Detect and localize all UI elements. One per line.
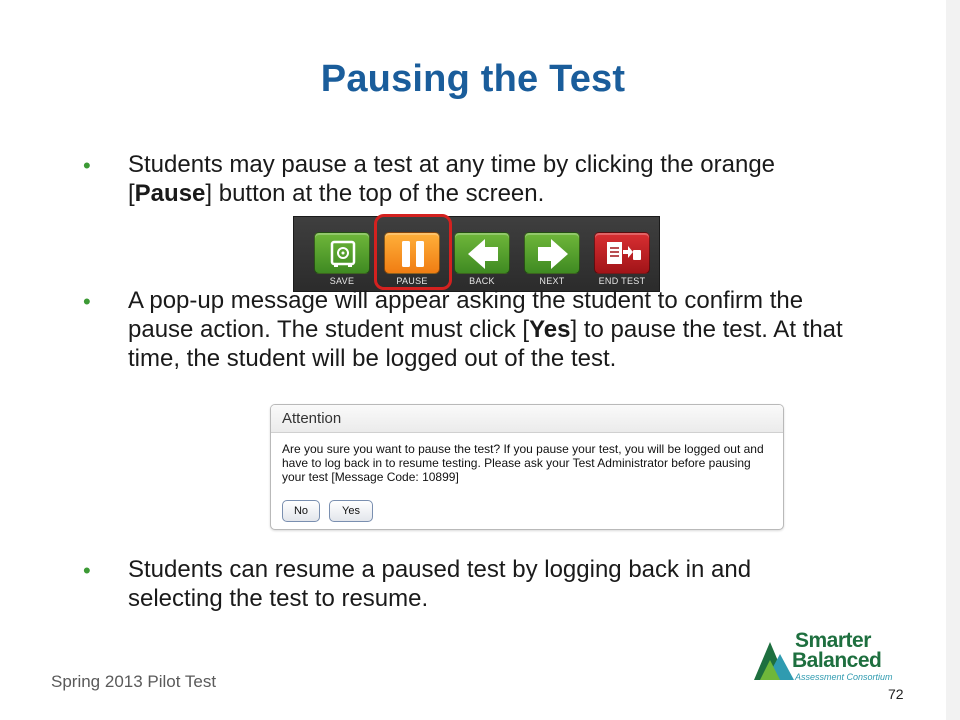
slide-title: Pausing the Test	[320, 58, 626, 100]
logo-word-balanced: Balanced	[792, 649, 882, 672]
save-button[interactable]	[314, 232, 370, 292]
attention-dialog	[270, 404, 784, 530]
dialog-title: Attention	[271, 405, 783, 433]
bullet-point: •	[83, 153, 91, 178]
back-button[interactable]	[454, 232, 510, 292]
bullet-pause-instruction	[83, 150, 848, 208]
dialog-message: Are you sure you want to pause the test? If you pause your test, you will be logged out and have to log back in to resume testing. Please ask your Test Administrator before pausing your test [Message Code: 10899]	[282, 442, 764, 484]
logo-mountains-icon	[752, 634, 796, 684]
pause-highlight-ring	[374, 214, 452, 290]
bullet-bold-text: Yes	[529, 316, 571, 343]
back-label: BACK	[469, 276, 495, 286]
footer-caption: Spring 2013 Pilot Test	[51, 672, 217, 691]
end-test-label: END TEST	[598, 276, 646, 286]
page-number: 72	[888, 686, 904, 702]
bullet-point: •	[83, 289, 91, 314]
bullet-text: A pop-up message will appear asking the student to confirm the pause action. The student must click [	[128, 287, 804, 343]
logo-tagline: Assessment Consortium	[795, 672, 893, 682]
test-toolbar	[293, 216, 660, 292]
next-button[interactable]	[524, 232, 580, 292]
bullet-bold-text: Pause	[134, 180, 206, 207]
bullet-popup-confirmation	[83, 286, 848, 373]
bullet-text: ] to pause the test. At that time, the student will be logged out of the test.	[128, 316, 843, 372]
bullet-resume-test	[83, 555, 848, 613]
save-label: SAVE	[329, 276, 355, 286]
bullet-text: Students may pause a test at any time by clicking the orange [	[128, 151, 776, 207]
safe-icon	[314, 232, 370, 274]
yes-button[interactable]: Yes	[329, 500, 373, 522]
arrow-right-icon	[524, 232, 580, 274]
bullet-text: Students can resume a paused test by logging back in and selecting the test to resume.	[128, 556, 752, 612]
logo-word-smarter: Smarter	[795, 629, 871, 652]
bullet-text: ] button at the top of the screen.	[205, 180, 545, 207]
smarter-balanced-logo	[752, 630, 912, 686]
end-test-icon	[594, 232, 650, 274]
no-button[interactable]: No	[282, 500, 320, 522]
next-label: NEXT	[539, 276, 565, 286]
bullet-point: •	[83, 558, 91, 583]
end-test-button[interactable]	[594, 232, 650, 292]
arrow-left-icon	[454, 232, 510, 274]
slide-edge-strip	[946, 0, 960, 720]
pause-label: PAUSE	[396, 276, 428, 286]
